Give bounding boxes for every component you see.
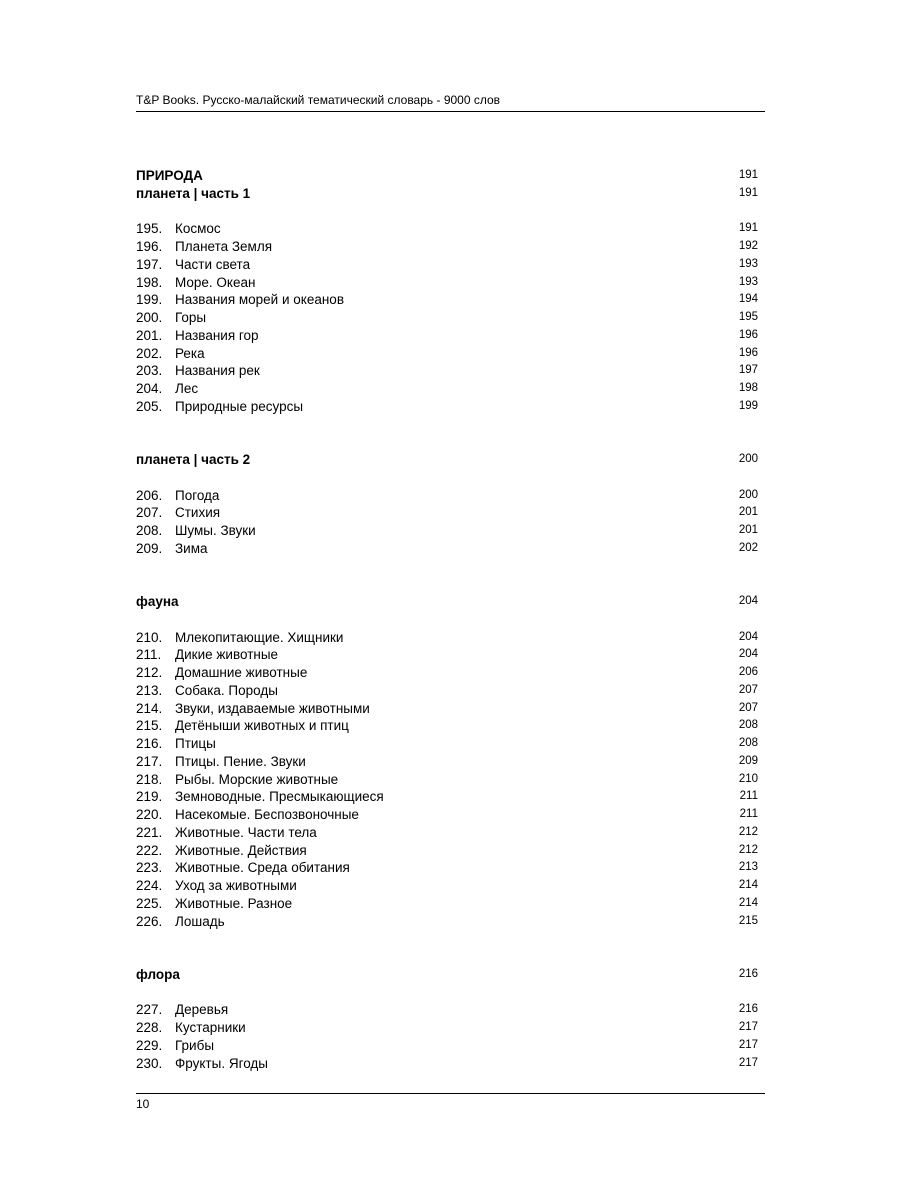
entry-label: Грибы xyxy=(175,1037,215,1053)
entry-label: Животные. Части тела xyxy=(175,824,317,840)
section-page: 204 xyxy=(738,595,758,607)
toc-entry[interactable] xyxy=(136,806,758,824)
entry-label: Шумы. Звуки xyxy=(175,523,256,538)
entry-number: 196. xyxy=(136,239,163,254)
toc-entry[interactable] xyxy=(136,700,758,718)
entry-page: 212 xyxy=(738,825,758,838)
entry-page: 191 xyxy=(738,222,758,235)
section-title: флора xyxy=(136,966,180,982)
entry-number: 227. xyxy=(136,1002,163,1018)
entry-page: 204 xyxy=(738,648,758,661)
entry-number: 213. xyxy=(136,682,163,698)
entry-label: Стихия xyxy=(175,505,221,521)
toc-entry[interactable] xyxy=(136,398,758,416)
entry-number: 200. xyxy=(136,310,163,325)
entry-number: 219. xyxy=(136,789,163,805)
toc-entry[interactable] xyxy=(136,842,758,860)
entry-label: Земноводные. Пресмыкающиеся xyxy=(175,789,384,805)
entry-number: 208. xyxy=(136,523,163,538)
entry-number: 215. xyxy=(136,718,163,734)
toc-entry[interactable] xyxy=(136,664,758,682)
entry-number: 230. xyxy=(136,1055,163,1071)
book-title: T&P Books. Русско-малайский тематический словарь - 9000 слов xyxy=(136,93,501,107)
entry-page: 202 xyxy=(738,541,758,554)
entry-label: Части света xyxy=(175,256,251,272)
toc-entry[interactable] xyxy=(136,682,758,700)
entry-number: 210. xyxy=(136,629,163,645)
entry-label: Погода xyxy=(175,487,220,503)
entry-number: 221. xyxy=(136,824,163,840)
entry-page: 213 xyxy=(738,861,758,874)
toc-entry[interactable] xyxy=(136,824,758,842)
toc-entry[interactable] xyxy=(136,877,758,895)
entry-number: 222. xyxy=(136,842,163,858)
entry-label: Природные ресурсы xyxy=(175,398,304,414)
chapter-title: ПРИРОДА xyxy=(136,168,203,183)
chapter-page: 191 xyxy=(738,169,758,181)
entry-page: 204 xyxy=(738,630,758,643)
entry-label: Названия морей и океанов xyxy=(175,292,344,308)
entry-page: 215 xyxy=(738,914,758,927)
entry-page: 201 xyxy=(738,506,758,519)
entry-label: Уход за животными xyxy=(175,878,297,893)
entry-label: Насекомые. Беспозвоночные xyxy=(175,807,359,822)
entry-page: 214 xyxy=(738,879,758,891)
toc-entry[interactable] xyxy=(136,327,758,345)
entry-label: Зима xyxy=(175,540,208,556)
page-footer xyxy=(136,1093,765,1111)
entry-page: 210 xyxy=(738,772,758,785)
entry-number: 226. xyxy=(136,913,163,929)
toc-entry[interactable] xyxy=(136,220,758,238)
entry-page: 211 xyxy=(739,808,758,820)
entry-label: Детёныши животных и птиц xyxy=(175,718,349,734)
entry-number: 205. xyxy=(136,398,163,414)
entry-label: Домашние животные xyxy=(175,665,308,680)
table-of-contents xyxy=(136,167,758,1072)
toc-entry[interactable] xyxy=(136,256,758,274)
entry-page: 194 xyxy=(738,293,758,306)
entry-number: 220. xyxy=(136,807,163,822)
toc-entry[interactable] xyxy=(136,629,758,647)
entry-label: Птицы. Пение. Звуки xyxy=(175,753,306,769)
entry-number: 198. xyxy=(136,274,163,290)
entry-label: Планета Земля xyxy=(175,239,273,254)
entry-page: 199 xyxy=(738,399,758,412)
section-heading[interactable] xyxy=(136,593,758,611)
entry-page: 207 xyxy=(738,701,758,714)
entry-page: 195 xyxy=(738,311,758,323)
entry-number: 216. xyxy=(136,736,163,751)
section-spacer xyxy=(136,558,758,594)
entry-label: Море. Океан xyxy=(175,274,256,290)
entry-page: 211 xyxy=(739,790,758,803)
toc-entry[interactable] xyxy=(136,362,758,380)
entry-label: Космос xyxy=(175,221,221,237)
toc-entry[interactable] xyxy=(136,380,758,398)
entry-number: 212. xyxy=(136,665,163,680)
toc-entry[interactable] xyxy=(136,1055,758,1073)
section-title: фауна xyxy=(136,594,179,609)
entry-number: 224. xyxy=(136,878,163,893)
entry-label: Названия рек xyxy=(175,363,260,379)
entry-page: 193 xyxy=(738,257,758,270)
entry-label: Лошадь xyxy=(175,913,225,929)
toc-entry[interactable] xyxy=(136,1001,758,1019)
entry-number: 201. xyxy=(136,327,163,343)
entry-number: 211. xyxy=(136,647,162,663)
entry-label: Река xyxy=(175,345,205,361)
section-spacer xyxy=(136,930,758,966)
toc-entry[interactable] xyxy=(136,238,758,256)
toc-entry[interactable] xyxy=(136,646,758,664)
entry-label: Фрукты. Ягоды xyxy=(175,1055,268,1071)
heading-spacer xyxy=(136,611,758,629)
entry-page: 192 xyxy=(738,240,758,252)
entry-page: 193 xyxy=(738,275,758,288)
entry-label: Звуки, издаваемые животными xyxy=(175,700,370,716)
entry-page: 217 xyxy=(738,1056,758,1069)
entry-number: 225. xyxy=(136,895,163,911)
entry-label: Названия гор xyxy=(175,327,259,343)
toc-entry[interactable] xyxy=(136,1019,758,1037)
entry-page: 209 xyxy=(738,754,758,767)
entry-number: 202. xyxy=(136,345,163,361)
toc-entry[interactable] xyxy=(136,274,758,292)
entry-page: 196 xyxy=(738,346,758,359)
entry-number: 229. xyxy=(136,1037,163,1053)
toc-entry[interactable] xyxy=(136,859,758,877)
toc-entry[interactable] xyxy=(136,309,758,327)
entry-number: 218. xyxy=(136,771,163,787)
entry-label: Кустарники xyxy=(175,1020,246,1035)
entry-page: 207 xyxy=(738,683,758,696)
entry-page: 201 xyxy=(738,524,758,536)
chapter-heading[interactable] xyxy=(136,167,758,185)
heading-spacer xyxy=(136,984,758,1002)
entry-number: 204. xyxy=(136,381,163,396)
entry-page: 208 xyxy=(738,719,758,732)
entry-label: Птицы xyxy=(175,736,216,751)
toc-entry[interactable] xyxy=(136,771,758,789)
entry-label: Собака. Породы xyxy=(175,682,278,698)
entry-number: 206. xyxy=(136,487,163,503)
entry-label: Лес xyxy=(175,381,199,396)
entry-label: Деревья xyxy=(175,1002,229,1018)
entry-number: 199. xyxy=(136,292,163,308)
page-number: 10 xyxy=(136,1097,150,1111)
entry-page: 217 xyxy=(738,1038,758,1051)
toc-entry[interactable] xyxy=(136,895,758,913)
entry-page: 214 xyxy=(738,896,758,909)
entry-label: Животные. Разное xyxy=(175,895,293,911)
entry-label: Животные. Среда обитания xyxy=(175,860,350,876)
toc-entry[interactable] xyxy=(136,913,758,931)
heading-spacer xyxy=(136,469,758,487)
section-page: 200 xyxy=(738,453,758,465)
entry-number: 228. xyxy=(136,1020,163,1035)
section-spacer xyxy=(136,416,758,452)
section-page: 191 xyxy=(738,186,758,199)
entry-number: 207. xyxy=(136,505,163,521)
entry-number: 203. xyxy=(136,363,163,379)
toc-entry[interactable] xyxy=(136,345,758,363)
entry-page: 196 xyxy=(738,328,758,341)
toc-entry[interactable] xyxy=(136,788,758,806)
entry-label: Дикие животные xyxy=(175,647,279,663)
entry-label: Горы xyxy=(175,310,207,325)
entry-page: 212 xyxy=(738,843,758,856)
section-title: планета | часть 2 xyxy=(136,452,251,467)
toc-entry[interactable] xyxy=(136,487,758,505)
entry-page: 208 xyxy=(738,737,758,749)
toc-entry[interactable] xyxy=(136,717,758,735)
entry-page: 206 xyxy=(738,666,758,678)
toc-entry[interactable] xyxy=(136,504,758,522)
section-heading[interactable] xyxy=(136,966,758,984)
entry-number: 217. xyxy=(136,753,163,769)
page-header xyxy=(136,93,765,112)
entry-number: 214. xyxy=(136,700,163,716)
entry-number: 223. xyxy=(136,860,163,876)
section-heading[interactable] xyxy=(136,451,758,469)
entry-label: Животные. Действия xyxy=(175,842,307,858)
entry-number: 197. xyxy=(136,256,163,272)
toc-entry[interactable] xyxy=(136,1037,758,1055)
section-title: планета | часть 1 xyxy=(136,185,251,201)
section-page: 216 xyxy=(738,967,758,980)
entry-number: 195. xyxy=(136,221,163,237)
entry-page: 200 xyxy=(738,488,758,501)
entry-label: Млекопитающие. Хищники xyxy=(175,629,344,645)
toc-entry[interactable] xyxy=(136,291,758,309)
entry-page: 217 xyxy=(738,1021,758,1033)
toc-entry[interactable] xyxy=(136,735,758,753)
toc-entry[interactable] xyxy=(136,753,758,771)
toc-entry[interactable] xyxy=(136,540,758,558)
entry-number: 209. xyxy=(136,540,163,556)
section-heading[interactable] xyxy=(136,185,758,203)
entry-page: 198 xyxy=(738,382,758,394)
entry-page: 197 xyxy=(738,364,758,377)
entry-label: Рыбы. Морские животные xyxy=(175,771,339,787)
toc-entry[interactable] xyxy=(136,522,758,540)
heading-spacer xyxy=(136,203,758,221)
entry-page: 216 xyxy=(738,1003,758,1016)
